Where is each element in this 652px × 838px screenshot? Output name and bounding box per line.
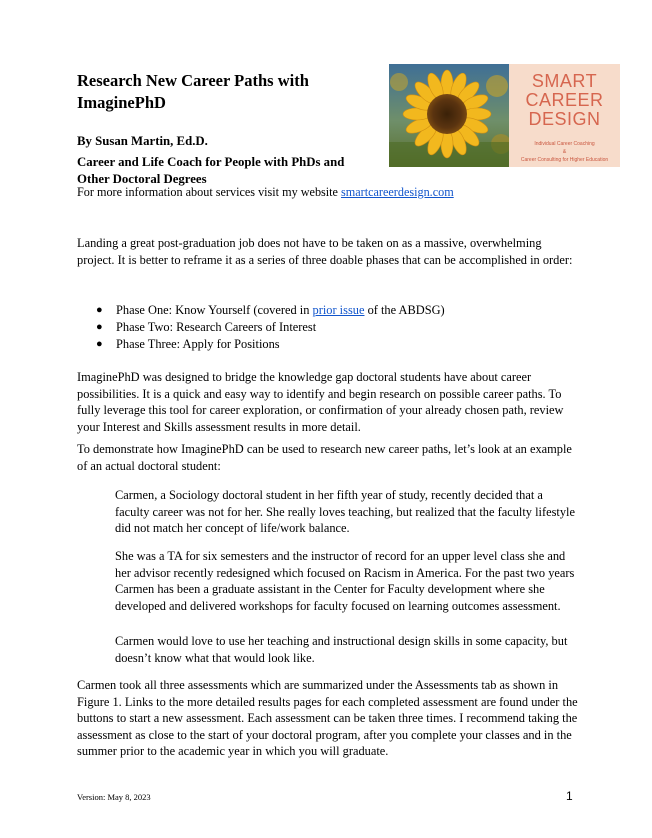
smart-career-design-logo xyxy=(509,64,620,167)
title-line-2: ImaginePhD xyxy=(77,93,166,112)
assessment-paragraph: Carmen took all three assessments which are summarized under the Assessments tab as shown in Figure 1. Links to the more detailed results pages for each completed assessment are found under the buttons to start a new assessment. Each assessment can be taken three times. I recommend taking the assessment as close to the start of your doctoral program, after you complete your classes and in the summer prior to the academic year in which you will graduate. xyxy=(77,678,578,759)
brand-sub-2: & xyxy=(562,149,567,155)
website-link[interactable]: smartcareerdesign.com xyxy=(341,185,454,199)
phase-one-text xyxy=(116,302,445,319)
website-info-text: For more information about services visit my website xyxy=(77,185,342,199)
brand-line-1: SMART xyxy=(531,71,598,91)
author-role-line-1: Career and Life Coach for People with PhDs and xyxy=(77,155,345,169)
bullet-icon: ● xyxy=(96,304,103,316)
brand-title xyxy=(509,72,620,129)
brand-line-2: CAREER xyxy=(525,90,604,110)
phase-one-before: Phase One: Know Yourself (covered in xyxy=(116,303,313,317)
website-info xyxy=(77,184,497,200)
bullet-icon: ● xyxy=(96,338,103,351)
brand-line-3: DESIGN xyxy=(528,109,601,129)
prior-issue-link[interactable]: prior issue xyxy=(312,303,365,317)
phases-list xyxy=(96,302,576,354)
page-title xyxy=(77,70,377,114)
list-item xyxy=(96,336,576,353)
phase-three-text: Phase Three: Apply for Positions xyxy=(116,337,280,352)
byline xyxy=(77,133,377,188)
phase-two-text: Phase Two: Research Careers of Interest xyxy=(116,320,317,335)
author-name: By Susan Martin, Ed.D. xyxy=(77,134,208,148)
version-footer: Version: May 8, 2023 xyxy=(77,792,151,802)
bullet-icon: ● xyxy=(96,321,103,334)
phase-one-after: of the ABDSG) xyxy=(364,303,445,317)
sunflower-photo xyxy=(389,64,509,167)
brand-subtitle xyxy=(509,140,620,164)
title-line-1: Research New Career Paths with xyxy=(77,71,309,90)
page-number: 1 xyxy=(566,789,573,803)
quote-paragraph-1: Carmen, a Sociology doctoral student in her fifth year of study, recently decided that a faculty career was not for her. She really loves teaching, but realized that the faculty lifestyle did not match her concept of life/work balance. xyxy=(115,488,575,536)
imaginephd-paragraph: ImaginePhD was designed to bridge the knowledge gap doctoral students have about career possibilities. It is a quick and easy way to identify and begin research on possible career paths. To fully leverage this tool for career exploration, or confirmation of your already chosen path, review your Interest and Skills assessment results in more detail. xyxy=(77,370,564,434)
author-role-line-2: Other Doctoral Degrees xyxy=(77,172,207,186)
demo-paragraph: To demonstrate how ImaginePhD can be used to research new career paths, let’s look at an example of an actual doctoral student: xyxy=(77,442,572,473)
brand-sub-1: Individual Career Coaching xyxy=(534,141,595,147)
list-item xyxy=(96,302,576,319)
list-item xyxy=(96,319,576,336)
quote-paragraph-3: Carmen would love to use her teaching and instructional design skills in some capacity, but doesn’t know what that would look like. xyxy=(115,634,568,665)
quote-paragraph-2: She was a TA for six semesters and the instructor of record for an upper level class she and her advisor recently redesigned which focused on Racism in America. For the past two years Carmen has been a graduate assistant in the Center for Faculty development where she developed and delivered workshops for faculty focused on learning outcomes assessment. xyxy=(115,549,575,613)
intro-paragraph: Landing a great post-graduation job does not have to be taken on as a massive, overwhelming project. It is better to reframe it as a series of three doable phases that can be accomplished in order: xyxy=(77,236,573,267)
brand-sub-3: Career Consulting for Higher Education xyxy=(520,157,609,163)
